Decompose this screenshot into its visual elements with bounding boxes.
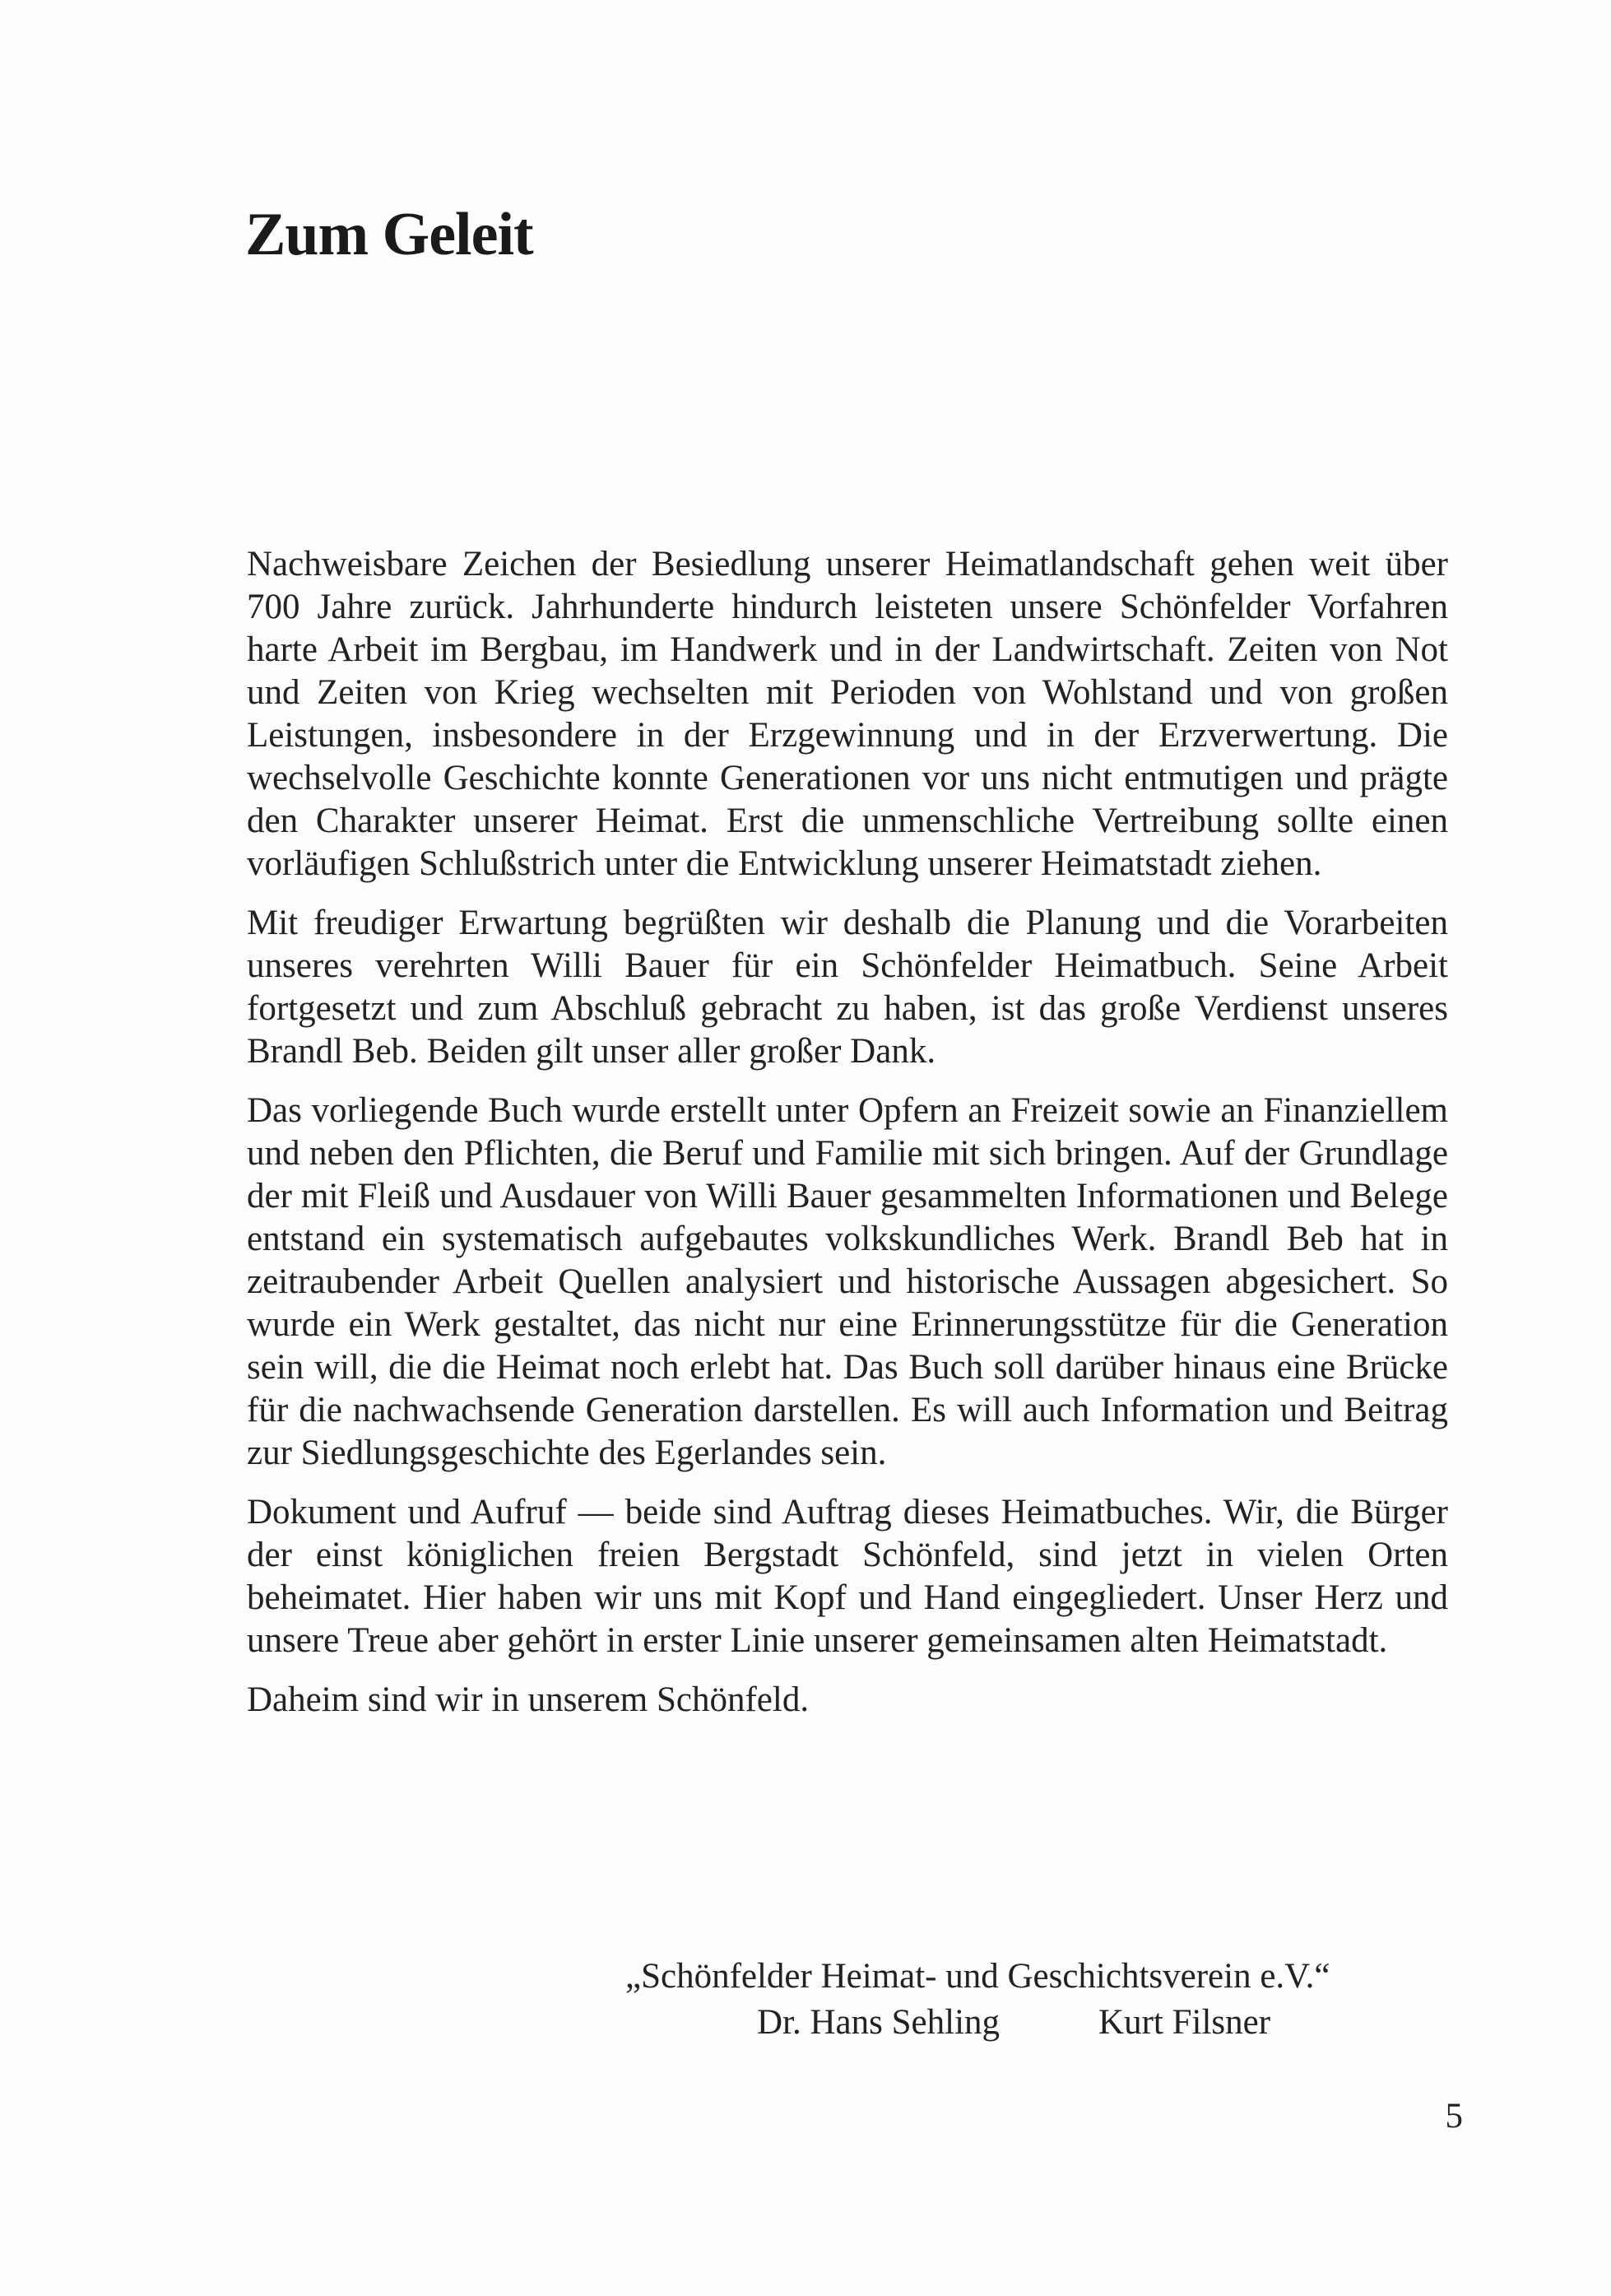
- page-number: 5: [1445, 2097, 1463, 2136]
- signature-name-sehling: Dr. Hans Sehling: [757, 2003, 1000, 2042]
- paragraph-2: Mit freudiger Erwartung begrüßten wir deshalb die Planung und die Vorarbeiten unseres verehrten Willi Bauer für ein Schönfelder Heimatbuch. Seine Arbeit fortgesetzt und zum Abschluß gebracht zu haben, ist das große Verdienst unseres Brandl Beb. Beiden gilt unser aller großer Dank.: [247, 904, 1448, 1071]
- paragraph-4: Dokument und Aufruf — beide sind Auftrag dieses Heimatbuches. Wir, die Bürger der einst königlichen freien Bergstadt Schönfeld, sind jetzt in vielen Orten beheimatet. Hier haben wir uns mit Kopf und Hand eingegliedert. Unser Herz und unsere Treue aber gehört in erster Linie unserer gemeinsamen alten Heimatstadt.: [247, 1493, 1448, 1660]
- page-title: Zum Geleit: [245, 201, 533, 268]
- paragraph-3: Das vorliegende Buch wurde erstellt unter Opfern an Freizeit sowie an Finanziellem und neben den Pflichten, die Beruf und Familie mit sich bringen. Auf der Grundlage der mit Fleiß und Ausdauer von Willi Bauer gesammelten Informationen und Belege entstand ein systematisch aufgebautes volkskundliches Werk. Brandl Beb hat in zeitraubender Arbeit Quellen analysiert und historische Aussagen abgesichert. So wurde ein Werk gestaltet, das nicht nur eine Erinnerungsstütze für die Generation sein will, die die Heimat noch erlebt hat. Das Buch soll darüber hinaus eine Brücke für die nachwachsende Generation darstellen. Es will auch Information und Beitrag zur Siedlungsgeschichte des Egerlandes sein.: [247, 1091, 1448, 1472]
- paragraph-1: Nachweisbare Zeichen der Besiedlung unserer Heimatlandschaft gehen weit über 700 Jahre zurück. Jahrhunderte hindurch leisteten unsere Schönfelder Vorfahren harte Arbeit im Bergbau, im Handwerk und in der Landwirtschaft. Zeiten von Not und Zeiten von Krieg wechselten mit Perioden von Wohlstand und von großen Leistungen, insbesondere in der Erzgewinnung und in der Erzverwertung. Die wechselvolle Geschichte konnte Generationen vor uns nicht entmutigen und prägte den Charakter unserer Heimat. Erst die unmenschliche Vertreibung sollte einen vorläufigen Schlußstrich unter die Entwicklung unserer Heimatstadt ziehen.: [247, 545, 1448, 883]
- body-text: [247, 543, 1448, 1738]
- signature-names: [625, 2000, 1456, 2046]
- paragraph-5: Daheim sind wir in unserem Schönfeld.: [247, 1680, 810, 1719]
- signature-organization: „Schönfelder Heimat- und Geschichtsverein e.V.“: [625, 1957, 1330, 1996]
- signature-block: [625, 1954, 1456, 2046]
- signature-name-filsner: Kurt Filsner: [1098, 2003, 1271, 2042]
